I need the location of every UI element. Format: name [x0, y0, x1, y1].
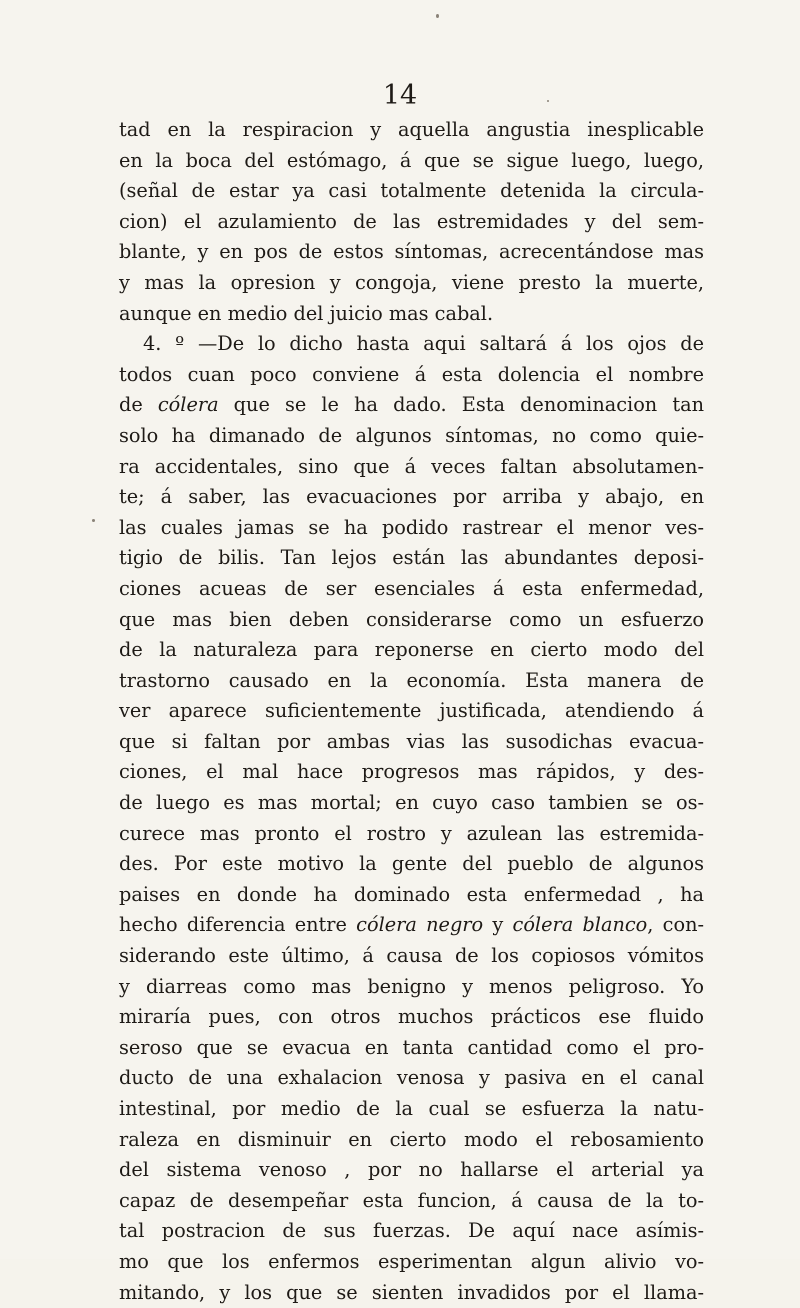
- text-line: paises en donde ha dominado esta enfermedad , ha: [119, 882, 704, 906]
- page-number: 14: [382, 80, 418, 111]
- text-line: que mas bien deben considerarse como un esfuerzo: [119, 607, 704, 631]
- text-line: y mas la opresion y congoja, viene presto la muerte,: [119, 270, 704, 294]
- text-line: des. Por este motivo la gente del pueblo de algunos: [119, 852, 704, 876]
- italic-term: cólera blanco: [512, 913, 648, 937]
- italic-term: cólera negro: [356, 913, 484, 937]
- text-line: aunque en medio del juicio mas cabal.: [119, 301, 494, 325]
- text-line: trastorno causado en la economía. Esta manera de: [119, 668, 704, 692]
- text-line: mitando, y los que se sienten invadidos por el llama-: [119, 1280, 704, 1304]
- text-line: del sistema venoso , por no hallarse el arterial ya: [119, 1158, 704, 1182]
- text-line: de luego es mas mortal; en cuyo caso tambien se os-: [119, 791, 704, 815]
- text-line: tad en la respiracion y aquella angustia inesplicable: [119, 118, 704, 141]
- text-line: te; á saber, las evacuaciones por arriba y abajo, en: [119, 485, 704, 509]
- text-line: de cólera que se le ha dado. Esta denominacion tan: [119, 393, 704, 417]
- text-line: intestinal, por medio de la cual se esfuerza la natu-: [119, 1097, 704, 1120]
- paper-speck: [436, 14, 439, 18]
- paragraph-start-line: 4. º —De lo dicho hasta aqui saltará á los ojos de: [143, 332, 704, 356]
- text-line: todos cuan poco conviene á esta dolencia el nombre: [119, 362, 704, 386]
- text-line: blante, y en pos de estos síntomas, acrecentándose mas: [119, 240, 704, 264]
- text-line: cion) el azulamiento de las estremidades y del sem-: [119, 209, 704, 233]
- text-line: tigio de bilis. Tan lejos están las abundantes deposi-: [119, 546, 704, 570]
- text-line: ra accidentales, sino que á veces faltan absolutamen-: [119, 454, 704, 478]
- text-line: que si faltan por ambas vias las susodichas evacua-: [119, 729, 704, 753]
- text-line: (señal de estar ya casi totalmente detenida la circula-: [119, 179, 704, 203]
- text-line: de la naturaleza para reponerse en cierto modo del: [119, 638, 704, 662]
- text-line: ciones, el mal hace progresos mas rápidos, y des-: [119, 760, 704, 784]
- text-line: mo que los enfermos esperimentan algun alivio vo-: [119, 1249, 704, 1273]
- text-line: curece mas pronto el rostro y azulean las estremida-: [119, 821, 704, 845]
- body-text: [119, 115, 704, 1308]
- text-line: solo ha dimanado de algunos síntomas, no como quie-: [119, 423, 704, 447]
- italic-term: cólera: [157, 393, 219, 417]
- text-line: ducto de una exhalacion venosa y pasiva en el canal: [119, 1066, 704, 1090]
- text-line: seroso que se evacua en tanta cantidad como el pro-: [119, 1035, 704, 1059]
- text-line: ciones acueas de ser esenciales á esta enfermedad,: [119, 576, 704, 600]
- text-line: y diarreas como mas benigno y menos peligroso. Yo: [119, 974, 704, 998]
- text-line: capaz de desempeñar esta funcion, á causa de la to-: [119, 1188, 704, 1212]
- text-line: miraría pues, con otros muchos prácticos ese fluido: [119, 1005, 704, 1029]
- paper-speck: [547, 100, 549, 102]
- text-line: en la boca del estómago, á que se sigue luego, luego,: [119, 148, 704, 172]
- text-line: las cuales jamas se ha podido rastrear el menor ves-: [119, 515, 704, 539]
- text-line: raleza en disminuir en cierto modo el rebosamiento: [119, 1127, 704, 1151]
- text-line: siderando este último, á causa de los copiosos vómitos: [119, 944, 704, 968]
- text-line: tal postracion de sus fuerzas. De aquí nace asímis-: [119, 1219, 704, 1243]
- paper-speck: [92, 519, 95, 522]
- text-line: hecho diferencia entre cólera negro y cólera blanco, con-: [119, 913, 705, 937]
- text-line: ver aparece suficientemente justificada, atendiendo á: [119, 699, 704, 723]
